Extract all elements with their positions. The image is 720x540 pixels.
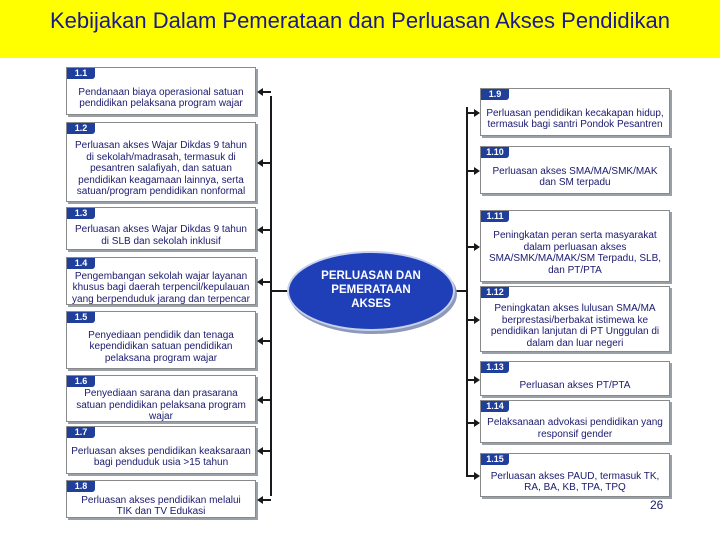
left-trunk-line xyxy=(270,96,272,496)
policy-number-tab: 1.3 xyxy=(67,208,95,219)
policy-text xyxy=(70,330,252,365)
policy-text-line: dalam dan luar negeri xyxy=(526,337,624,349)
arrow-head xyxy=(474,472,480,480)
connector-line xyxy=(262,162,271,164)
arrow-head xyxy=(474,109,480,117)
hub-label-line: PERLUASAN DAN xyxy=(321,270,421,282)
policy-text-line: Peningkatan akses lulusan SMA/MA xyxy=(494,303,656,314)
policy-text-line: responsif gender xyxy=(537,428,613,440)
policy-text xyxy=(484,417,666,440)
policy-text-line: berprestasi/berbakat istimewa ke xyxy=(501,314,649,326)
policy-text xyxy=(484,108,666,131)
policy-box-1-8 xyxy=(66,480,256,518)
policy-box-1-3 xyxy=(66,207,256,250)
hub-ellipse xyxy=(287,251,455,331)
policy-text-line: Perluasan akses PT/PTA xyxy=(519,379,631,391)
policy-text-line: pendidikan lanjutan di PT Unggulan di xyxy=(490,326,660,337)
policy-text xyxy=(484,471,666,494)
arrow-head xyxy=(257,88,263,96)
connector-line xyxy=(262,91,271,93)
policy-number-tab: 1.7 xyxy=(67,427,95,438)
policy-box-1-9 xyxy=(480,88,670,136)
policy-text-line: pendidikan pelaksana program wajar xyxy=(79,98,243,109)
policy-text xyxy=(70,495,252,518)
policy-number-tab: 1.12 xyxy=(481,287,509,298)
policy-text-line: dalam perluasan akses xyxy=(523,241,627,253)
policy-text-line: yang berpenduduk jarang dan terpencar xyxy=(72,293,250,305)
connector-line xyxy=(466,379,474,381)
arrow-head xyxy=(474,167,480,175)
connector-line xyxy=(262,399,271,401)
policy-text-line: termasuk bagi santri Pondok Pesantren xyxy=(487,119,663,130)
policy-text-line: kependidikan satuan pendidikan xyxy=(89,341,233,353)
policy-number-tab: 1.2 xyxy=(67,123,95,134)
arrow-head xyxy=(474,376,480,384)
policy-text xyxy=(70,388,252,423)
connector-line xyxy=(466,422,474,424)
arrow-head xyxy=(257,226,263,234)
policy-text-line: satuan/program pendidikan nonformal xyxy=(76,186,246,198)
policy-box-1-10 xyxy=(480,146,670,194)
policy-text-line: Perluasan akses pendidikan melalui xyxy=(81,494,241,506)
policy-number-tab: 1.4 xyxy=(67,258,95,269)
policy-text-line: bagi penduduk usia >15 tahun xyxy=(93,457,229,468)
policy-text xyxy=(70,446,252,469)
arrow-head xyxy=(257,396,263,404)
connector-line xyxy=(262,229,271,231)
arrow-head xyxy=(257,337,263,345)
policy-text xyxy=(484,303,666,349)
policy-number-tab: 1.1 xyxy=(67,68,95,79)
policy-number-tab: 1.6 xyxy=(67,376,95,387)
policy-text-line: pelaksana program wajar xyxy=(104,352,218,364)
policy-number-tab: 1.5 xyxy=(67,312,95,323)
policy-box-1-6 xyxy=(66,375,256,422)
hub-label-line: AKSES xyxy=(351,298,391,310)
policy-number-tab: 1.11 xyxy=(481,211,509,222)
page-number: 26 xyxy=(650,498,664,512)
slide-title: Kebijakan Dalam Pemerataan dan Perluasan Akses Pendidikan xyxy=(49,8,671,33)
arrow-head xyxy=(474,316,480,324)
arrow-head xyxy=(257,278,263,286)
policy-text xyxy=(70,140,252,198)
policy-text-line: satuan pendidikan pelaksana program xyxy=(76,399,246,411)
policy-text-line: di sekolah/madrasah, termasuk di xyxy=(86,151,236,163)
policy-text-line: pesantren salafiyah, dan satuan xyxy=(90,163,232,175)
policy-text-line: Perluasan akses pendidikan keaksaraan xyxy=(71,445,251,457)
policy-text-line: Penyediaan pendidik dan tenaga xyxy=(88,329,234,341)
connector-line xyxy=(262,340,271,342)
policy-number-tab: 1.10 xyxy=(481,147,509,158)
policy-box-1-4 xyxy=(66,257,256,305)
policy-text-line: wajar xyxy=(149,411,173,423)
policy-number-tab: 1.8 xyxy=(67,481,95,492)
connector-line xyxy=(466,475,474,477)
policy-text xyxy=(70,87,252,110)
arrow-head xyxy=(474,419,480,427)
connector-line xyxy=(262,450,271,452)
arrow-head xyxy=(257,447,263,455)
hub-right-connector xyxy=(455,290,467,292)
policy-text-line: SMA/SMK/MA/MAK/SM Terpadu, SLB, xyxy=(488,253,662,264)
hub-left-connector xyxy=(270,290,288,292)
policy-text-line: Pengembangan sekolah wajar layanan xyxy=(74,270,248,282)
policy-text-line: TIK dan TV Edukasi xyxy=(116,506,206,517)
arrow-head xyxy=(474,243,480,251)
policy-text-line: di SLB dan sekolah inklusif xyxy=(101,235,221,247)
policy-number-tab: 1.9 xyxy=(481,89,509,100)
policy-text xyxy=(70,271,252,306)
policy-text-line: Peningkatan peran serta masyarakat xyxy=(493,230,657,241)
policy-text-line: Pelaksanaan advokasi pendidikan yang xyxy=(487,417,663,428)
policy-box-1-15 xyxy=(480,453,670,497)
policy-box-1-2 xyxy=(66,122,256,202)
policy-text-line: Perluasan akses PAUD, termasuk TK, xyxy=(490,470,660,482)
policy-text-line: Perluasan akses Wajar Dikdas 9 tahun xyxy=(75,224,247,235)
connector-line xyxy=(466,112,474,114)
policy-box-1-14 xyxy=(480,400,670,443)
connector-line xyxy=(262,499,271,501)
policy-text xyxy=(484,380,666,392)
policy-text xyxy=(484,230,666,276)
arrow-head xyxy=(257,159,263,167)
policy-box-1-11 xyxy=(480,210,670,282)
arrow-head xyxy=(257,496,263,504)
connector-line xyxy=(466,170,474,172)
policy-number-tab: 1.13 xyxy=(481,362,509,373)
policy-box-1-7 xyxy=(66,426,256,474)
policy-text xyxy=(484,166,666,189)
connector-line xyxy=(466,246,474,248)
policy-number-tab: 1.15 xyxy=(481,454,509,465)
policy-text-line: Penyediaan sarana dan prasarana xyxy=(84,388,238,400)
hub-label-line: PEMERATAAN xyxy=(331,284,411,296)
connector-line xyxy=(262,281,271,283)
policy-text-line: dan PT/PTA xyxy=(548,264,602,276)
policy-text-line: Pendanaan biaya operasional satuan xyxy=(78,86,244,98)
policy-box-1-5 xyxy=(66,311,256,369)
policy-number-tab: 1.14 xyxy=(481,401,509,412)
policy-text-line: Perluasan pendidikan kecakapan hidup, xyxy=(486,107,664,119)
policy-text-line: dan SM terpadu xyxy=(539,177,611,188)
policy-box-1-12 xyxy=(480,286,670,352)
policy-text-line: Perluasan akses Wajar Dikdas 9 tahun xyxy=(75,140,247,152)
policy-box-1-13 xyxy=(480,361,670,396)
hub-label xyxy=(289,269,453,311)
policy-text-line: pendidikan keagamaan lainnya, serta xyxy=(78,174,244,186)
policy-text-line: Perluasan akses SMA/MA/SMK/MAK xyxy=(492,165,658,177)
policy-box-1-1 xyxy=(66,67,256,115)
policy-text-line: khusus bagi daerah terpencil/kepulauan xyxy=(72,282,250,294)
policy-text-line: RA, BA, KB, TPA, TPQ xyxy=(524,482,626,493)
policy-text xyxy=(70,224,252,247)
connector-line xyxy=(466,319,474,321)
